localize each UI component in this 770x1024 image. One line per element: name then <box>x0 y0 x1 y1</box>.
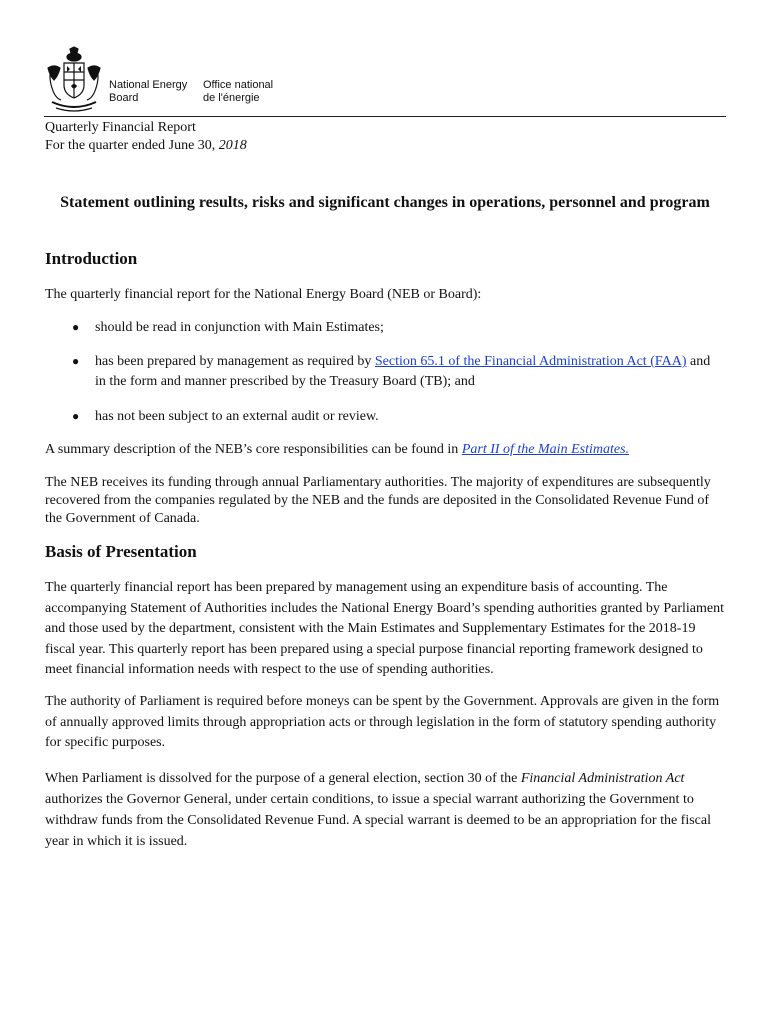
org-name-french <box>203 79 273 105</box>
basis-p3-before: When Parliament is dissolved for the purpose of a general election, section 30 of the <box>45 771 521 786</box>
report-title: Quarterly Financial Report <box>45 120 196 135</box>
statement-title: Statement outlining results, risks and significant changes in operations, personnel and program <box>60 194 710 211</box>
report-quarter <box>45 137 247 155</box>
org-name-english <box>109 79 187 105</box>
introduction-lead: The quarterly financial report for the National Energy Board (NEB or Board): <box>45 287 482 302</box>
report-quarter-prefix: For the quarter ended June 30, <box>45 138 219 153</box>
basis-p3-after: authorizes the Governor General, under certain conditions, to issue a special warrant authorizing the Government to withdraw funds from the Consolidated Revenue Fund. A special warrant is deemed to be an appropriation for the fiscal year in which it is issued. <box>45 792 711 849</box>
bullet-item-faa <box>95 352 715 392</box>
report-quarter-year: 2018 <box>218 138 247 153</box>
basis-paragraph-2: The authority of Parliament is required before moneys can be spent by the Government. Approvals are given in the form of annually approved limits through appropriation acts or through legislation in the form of statutory spending authority for specific purposes. <box>45 694 720 750</box>
bullet-faa-before: has been prepared by management as required by <box>95 354 375 369</box>
main-estimates-link[interactable]: Part II of the Main Estimates. <box>461 442 630 457</box>
bullet-item-audit: has not been subject to an external audit or review. <box>95 409 379 424</box>
org-name-fr-line2: de l'énergie <box>203 92 260 104</box>
basis-p3-act-name: Financial Administration Act <box>520 771 685 786</box>
summary-text: A summary description of the NEB’s core responsibilities can be found in <box>45 442 462 457</box>
summary-paragraph <box>45 441 725 459</box>
introduction-heading: Introduction <box>45 249 138 268</box>
org-name-fr-line1: Office national <box>203 79 274 91</box>
faa-section-link[interactable]: Section 65.1 of the Financial Administration Act (FAA) <box>374 354 687 369</box>
bullet-icon: ● <box>72 320 80 334</box>
bullet-icon: ● <box>72 354 80 368</box>
header-divider <box>44 116 726 117</box>
org-name-en-line2: Board <box>109 92 139 104</box>
bullet-icon: ● <box>72 409 80 423</box>
org-name-en-line1: National Energy <box>109 79 188 91</box>
coat-of-arms-logo <box>44 46 104 116</box>
funding-paragraph: The NEB receives its funding through annual Parliamentary authorities. The majority of expenditures are subsequently recovered from the companies regulated by the NEB and the funds are deposited in the Consolidated Revenue Fund of the Government of Canada. <box>45 475 711 526</box>
bullet-item-estimates: should be read in conjunction with Main Estimates; <box>95 320 384 335</box>
basis-heading: Basis of Presentation <box>45 542 197 561</box>
basis-paragraph-3 <box>45 768 725 852</box>
basis-paragraph-1: The quarterly financial report has been prepared by management using an expenditure basis of accounting. The accompanying Statement of Authorities includes the National Energy Board’s spending authorities granted by Parliament and those used by the department, consistent with the Main Estimates and Supplementary Estimates for the 2018-19 fiscal year. This quarterly report has been prepared using a special purpose financial reporting framework designed to meet financial information needs with respect to the use of spending authorities. <box>45 580 724 677</box>
bullet-faa-after: and in the form and manner prescribed by the Treasury Board (TB); and <box>95 354 711 389</box>
